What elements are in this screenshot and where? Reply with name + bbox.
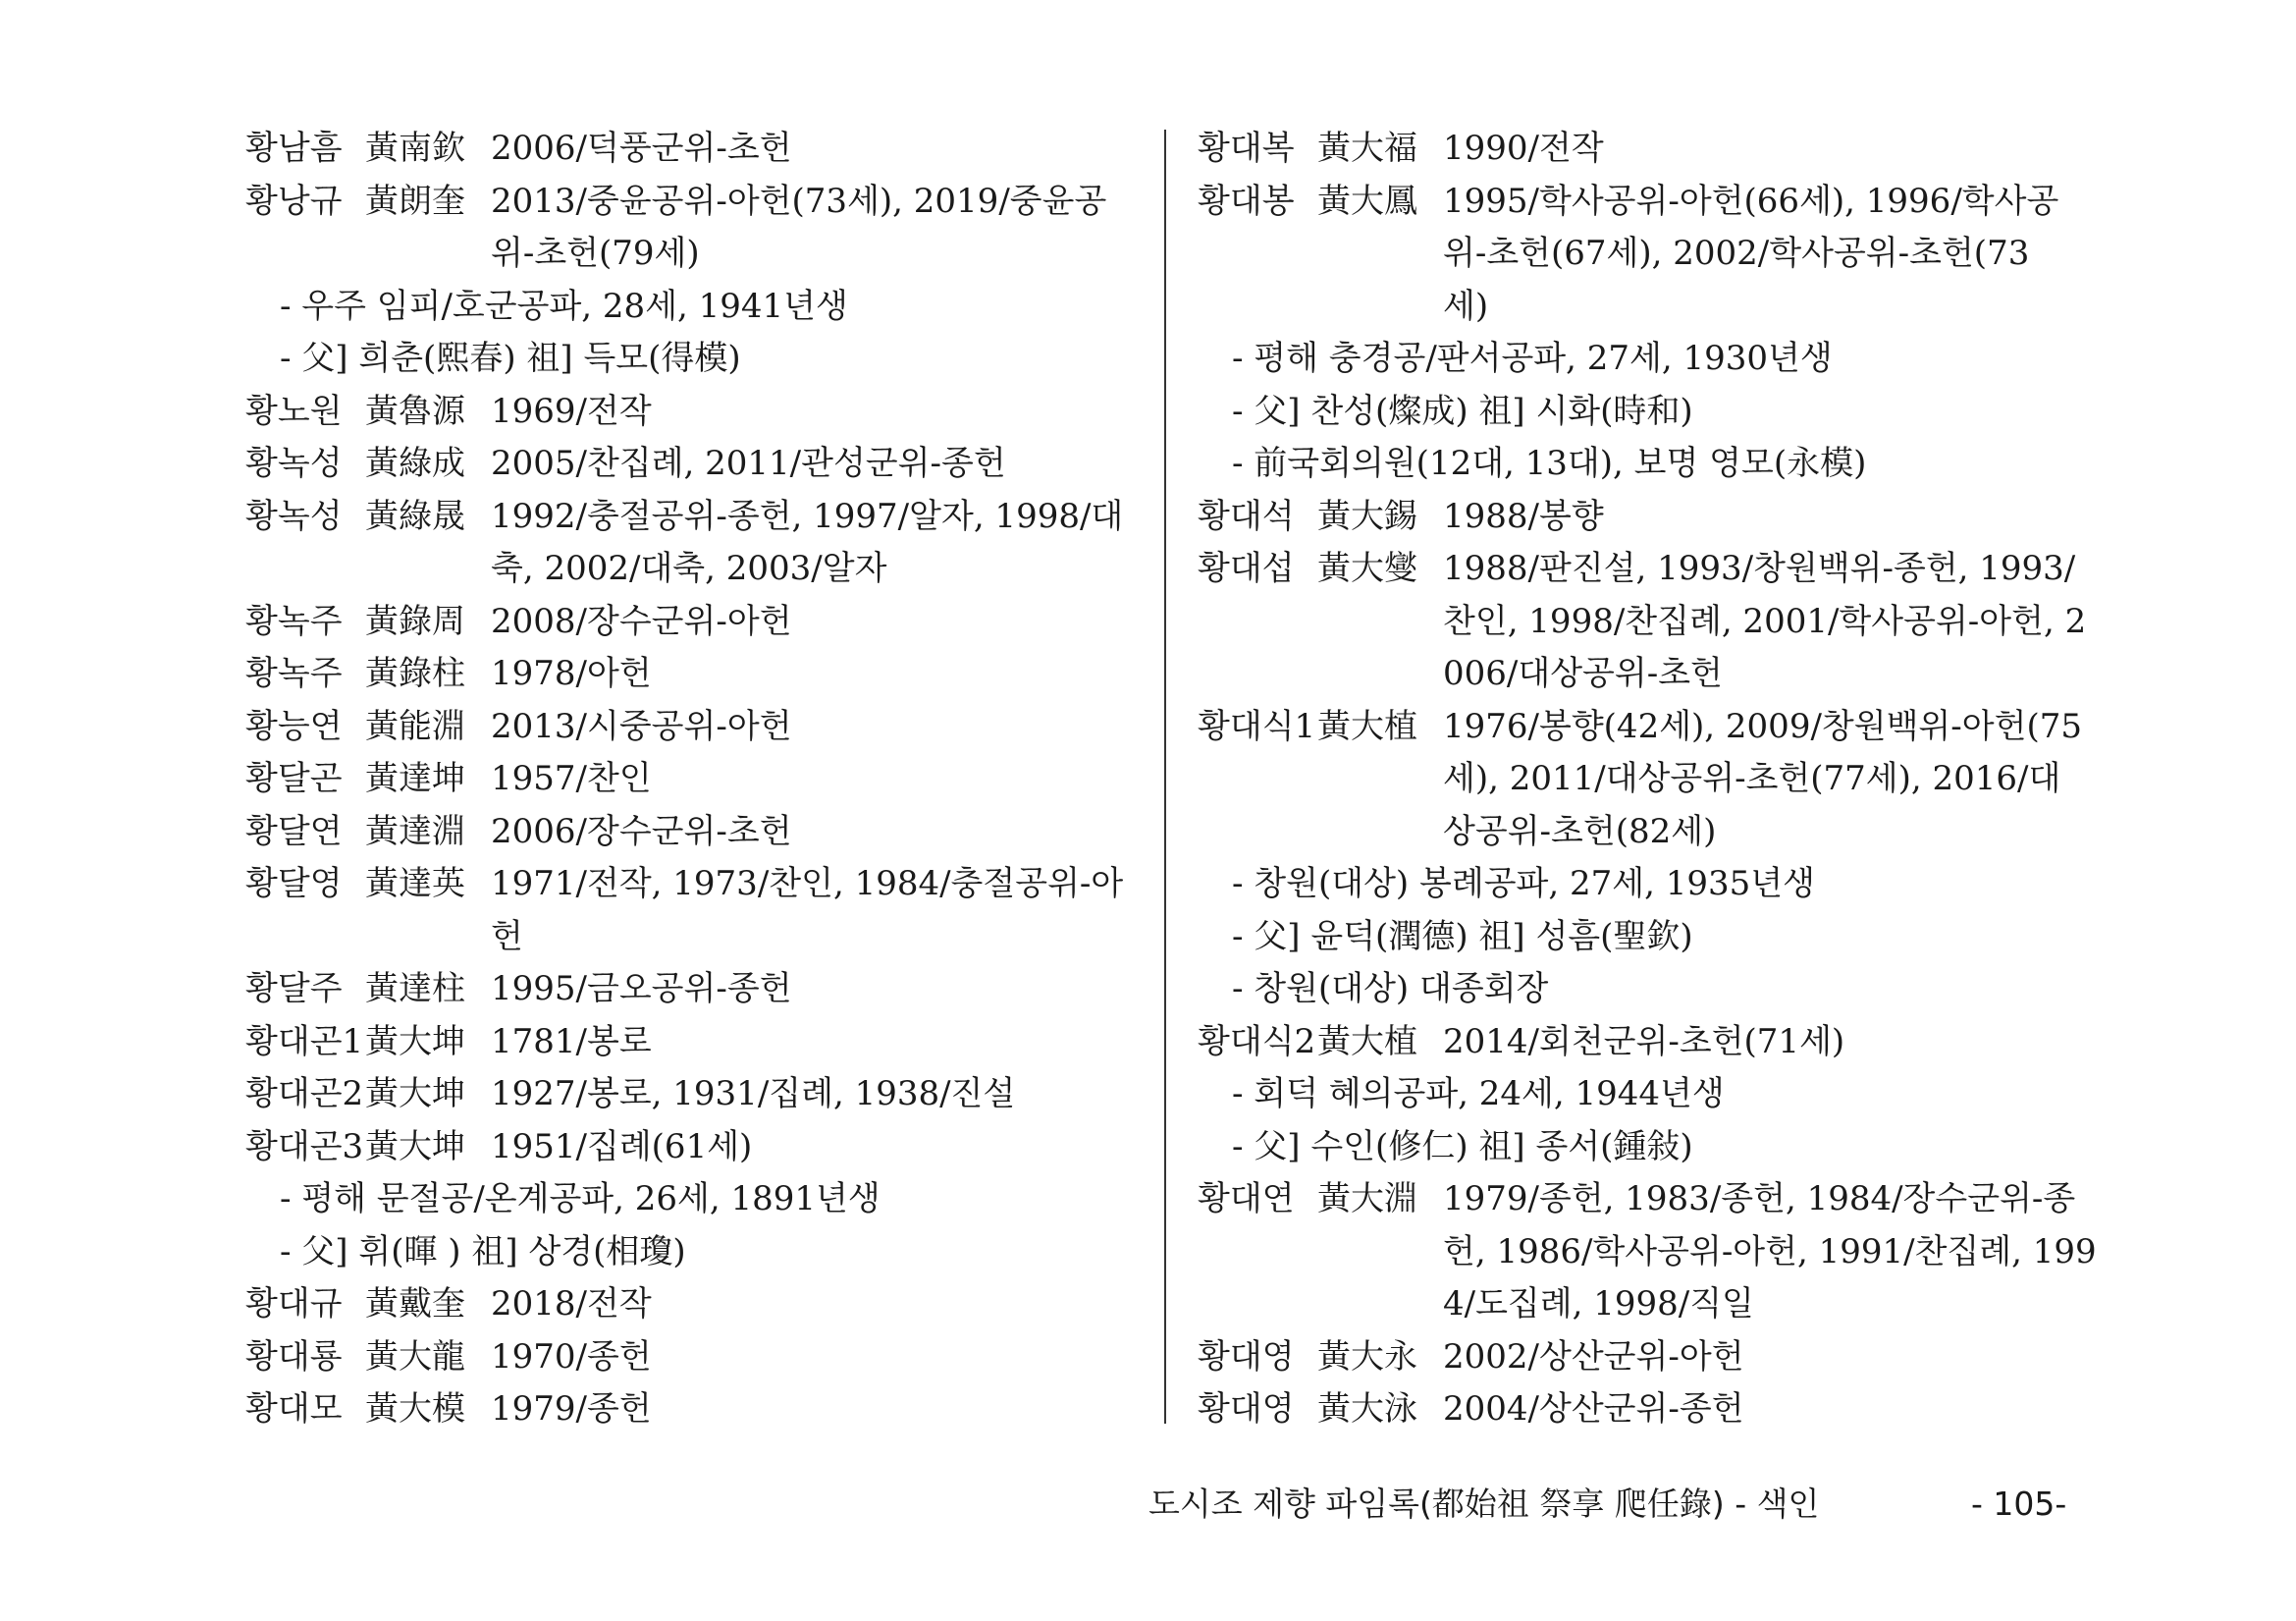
entry-text: 2006/장수군위-초헌 [491,811,792,851]
entry-text: 축, 2002/대축, 2003/알자 [491,549,887,588]
index-entry [245,386,1148,439]
index-entry [245,753,1148,806]
index-entry [245,648,1148,701]
entry-text: 2014/회천군위-초헌(71세) [1443,1021,1845,1061]
index-entry [245,1068,1148,1121]
index-entry [1198,1016,2101,1069]
entry-detail [1198,333,2101,386]
index-entry [245,806,1148,859]
entry-text: 위-초헌(67세), 2002/학사공위-초헌(73 [1443,234,2030,273]
entry-text: 2002/상산군위-아헌 [1443,1336,1744,1377]
entry-text: - 회덕 혜의공파, 24세, 1944년생 [1232,1074,1725,1113]
entry-text: 1969/전작 [491,391,652,431]
entry-text: - 父] 찬성(燦成) 祖] 시화(時和) [1232,391,1693,431]
entry-name: 황대영 [1198,1389,1295,1429]
entry-name: 황녹주 [245,601,343,641]
entry-text: 2006/덕풍군위-초헌 [491,129,792,168]
entry-detail [245,281,1148,334]
right-column [1198,123,2101,1436]
entry-text: 위-초헌(79세) [491,234,700,273]
entry-continuation [1198,648,2101,701]
entry-name: 황대모 [245,1389,343,1429]
page-number: - 105- [1971,1485,2067,1523]
entry-text: 1995/금오공위-종헌 [491,969,792,1008]
entry-detail [1198,1068,2101,1121]
entry-hanja: 黃大永 [1317,1336,1417,1377]
entry-hanja: 黃大燮 [1317,549,1417,588]
entry-text: 세) [1443,286,1489,326]
left-column [245,123,1148,1436]
entry-hanja: 黃大植 [1317,706,1417,746]
entry-text: 1976/봉향(42세), 2009/창원백위-아헌(75 [1443,706,2082,746]
column-divider [1164,130,1166,1424]
entry-hanja: 黃達淵 [365,811,465,851]
entry-name: 황능연 [245,706,343,746]
entry-hanja: 黃大模 [365,1389,465,1429]
entry-name: 황낭규 [245,181,343,221]
entry-hanja: 黃大坤 [365,1074,465,1113]
index-entry [245,1121,1148,1174]
entry-continuation [1198,1226,2101,1279]
entry-name: 황대룡 [245,1336,343,1377]
entry-text: - 父] 윤덕(潤德) 祖] 성흠(聖欽) [1232,916,1693,956]
index-entry [1198,1173,2101,1226]
entry-name: 황대식2 [1198,1021,1316,1061]
entry-hanja: 黃大坤 [365,1126,465,1166]
entry-text: 1957/찬인 [491,759,652,798]
entry-text: - 창원(대상) 봉례공파, 27세, 1935년생 [1232,864,1815,903]
entry-name: 황녹주 [245,654,343,693]
entry-text: 헌 [491,916,523,956]
entry-hanja: 黃錄柱 [365,654,465,693]
entry-name: 황대봉 [1198,181,1295,221]
entry-name: 황노원 [245,391,343,431]
index-entry [245,596,1148,649]
entry-hanja: 黃綠成 [365,444,465,483]
entry-text: 1988/봉향 [1443,496,1604,536]
entry-name: 황달연 [245,811,343,851]
entry-detail [1198,438,2101,491]
entry-text: 1990/전작 [1443,129,1604,168]
entry-name: 황녹성 [245,496,343,536]
entry-detail [1198,386,2101,439]
entry-text: - 父] 희춘(熙春) 祖] 득모(得模) [280,339,741,378]
entry-text: 1951/집례(61세) [491,1126,753,1166]
entry-continuation [1198,281,2101,334]
entry-hanja: 黃大淵 [1317,1179,1417,1218]
entry-name: 황대곤1 [245,1021,364,1061]
entry-name: 황대복 [1198,129,1295,168]
entry-text: 1988/판진설, 1993/창원백위-종헌, 1993/ [1443,549,2076,588]
entry-detail [245,333,1148,386]
entry-text: - 평해 문절공/온계공파, 26세, 1891년생 [280,1179,881,1218]
entry-text: 1978/아헌 [491,654,652,693]
entry-text: 4/도집례, 1998/직일 [1443,1284,1754,1324]
entry-text: 2008/장수군위-아헌 [491,601,792,641]
entry-text: - 父] 수인(修仁) 祖] 종서(鍾敍) [1232,1126,1693,1166]
entry-continuation [245,911,1148,964]
entry-hanja: 黃大泳 [1317,1389,1417,1429]
entry-hanja: 黃達坤 [365,759,465,798]
index-entry [245,1016,1148,1069]
entry-hanja: 黃達柱 [365,969,465,1008]
footer-title: 도시조 제향 파임록(都始祖 祭享 爬任錄) - 색인 [1148,1485,1820,1523]
entry-detail [1198,911,2101,964]
entry-text: 1970/종헌 [491,1336,652,1377]
entry-hanja: 黃錄周 [365,601,465,641]
entry-text: - 창원(대상) 대종회장 [1232,969,1549,1008]
index-entry [1198,1331,2101,1384]
entry-hanja: 黃南欽 [365,129,465,168]
entry-continuation [1198,806,2101,859]
entry-text: 2005/찬집례, 2011/관성군위-종헌 [491,444,1006,483]
entry-name: 황대식1 [1198,706,1316,746]
index-entry [245,438,1148,491]
entry-text: 1979/종헌 [491,1389,652,1429]
entry-hanja: 黃朗奎 [365,181,465,221]
entry-hanja: 黃大鳳 [1317,181,1417,221]
entry-text: 2013/중윤공위-아헌(73세), 2019/중윤공 [491,181,1107,221]
entry-hanja: 黃達英 [365,864,465,903]
index-entry [1198,491,2101,544]
entry-name: 황대곤2 [245,1074,364,1113]
index-entry [1198,701,2101,754]
entry-hanja: 黃魯源 [365,391,465,431]
entry-text: 1992/충절공위-종헌, 1997/알자, 1998/대 [491,496,1124,536]
index-entry [245,701,1148,754]
entry-text: 헌, 1986/학사공위-아헌, 1991/찬집례, 199 [1443,1231,2097,1271]
entry-text: 006/대상공위-초헌 [1443,654,1723,693]
index-entry [245,123,1148,176]
entry-hanja: 黃綠晟 [365,496,465,536]
entry-name: 황남흠 [245,129,343,168]
entry-hanja: 黃大錫 [1317,496,1417,536]
entry-text: 1927/봉로, 1931/집례, 1938/진설 [491,1074,1016,1113]
entry-text: 상공위-초헌(82세) [1443,811,1717,851]
entry-text: 1995/학사공위-아헌(66세), 1996/학사공 [1443,181,2059,221]
entry-name: 황녹성 [245,444,343,483]
entry-detail [245,1226,1148,1279]
entry-continuation [245,228,1148,281]
entry-name: 황대섭 [1198,549,1295,588]
entry-name: 황달영 [245,864,343,903]
entry-text: 2004/상산군위-종헌 [1443,1389,1744,1429]
entry-name: 황달곤 [245,759,343,798]
index-entry [245,491,1148,544]
entry-detail [1198,1121,2101,1174]
index-entry [1198,543,2101,596]
entry-name: 황달주 [245,969,343,1008]
index-entry [245,963,1148,1016]
entry-text: 1971/전작, 1973/찬인, 1984/충절공위-아 [491,864,1124,903]
entry-hanja: 黃大福 [1317,129,1417,168]
index-entry [245,176,1148,229]
entry-text: 1979/종헌, 1983/종헌, 1984/장수군위-종 [1443,1179,2076,1218]
entry-continuation [245,543,1148,596]
index-entry [1198,1383,2101,1436]
index-entry [245,858,1148,911]
index-entry [245,1383,1148,1436]
entry-name: 황대석 [1198,496,1295,536]
entry-hanja: 黃戴奎 [365,1284,465,1324]
entry-text: 세), 2011/대상공위-초헌(77세), 2016/대 [1443,759,2061,798]
entry-text: 찬인, 1998/찬집례, 2001/학사공위-아헌, 2 [1443,601,2087,641]
entry-hanja: 黃大龍 [365,1336,465,1377]
entry-hanja: 黃大植 [1317,1021,1417,1061]
entry-text: 1781/봉로 [491,1021,652,1061]
index-entry [1198,123,2101,176]
entry-detail [1198,963,2101,1016]
entry-detail [1198,858,2101,911]
entry-text: - 父] 휘(暉 ) 祖] 상경(相瓊) [280,1231,686,1271]
entry-continuation [1198,596,2101,649]
entry-text: - 前국회의원(12대, 13대), 보명 영모(永模) [1232,444,1867,483]
index-entry [245,1331,1148,1384]
entry-hanja: 黃能淵 [365,706,465,746]
entry-text: 2018/전작 [491,1284,652,1324]
entry-text: - 평해 충경공/판서공파, 27세, 1930년생 [1232,339,1833,378]
entry-name: 황대연 [1198,1179,1295,1218]
entry-text: - 우주 임피/호군공파, 28세, 1941년생 [280,286,848,326]
entry-continuation [1198,1278,2101,1331]
entry-name: 황대영 [1198,1336,1295,1377]
entry-name: 황대곤3 [245,1126,364,1166]
entry-hanja: 黃大坤 [365,1021,465,1061]
index-entry [245,1278,1148,1331]
entry-name: 황대규 [245,1284,343,1324]
entry-text: 2013/시중공위-아헌 [491,706,792,746]
entry-continuation [1198,228,2101,281]
entry-continuation [1198,753,2101,806]
index-entry [1198,176,2101,229]
entry-detail [245,1173,1148,1226]
